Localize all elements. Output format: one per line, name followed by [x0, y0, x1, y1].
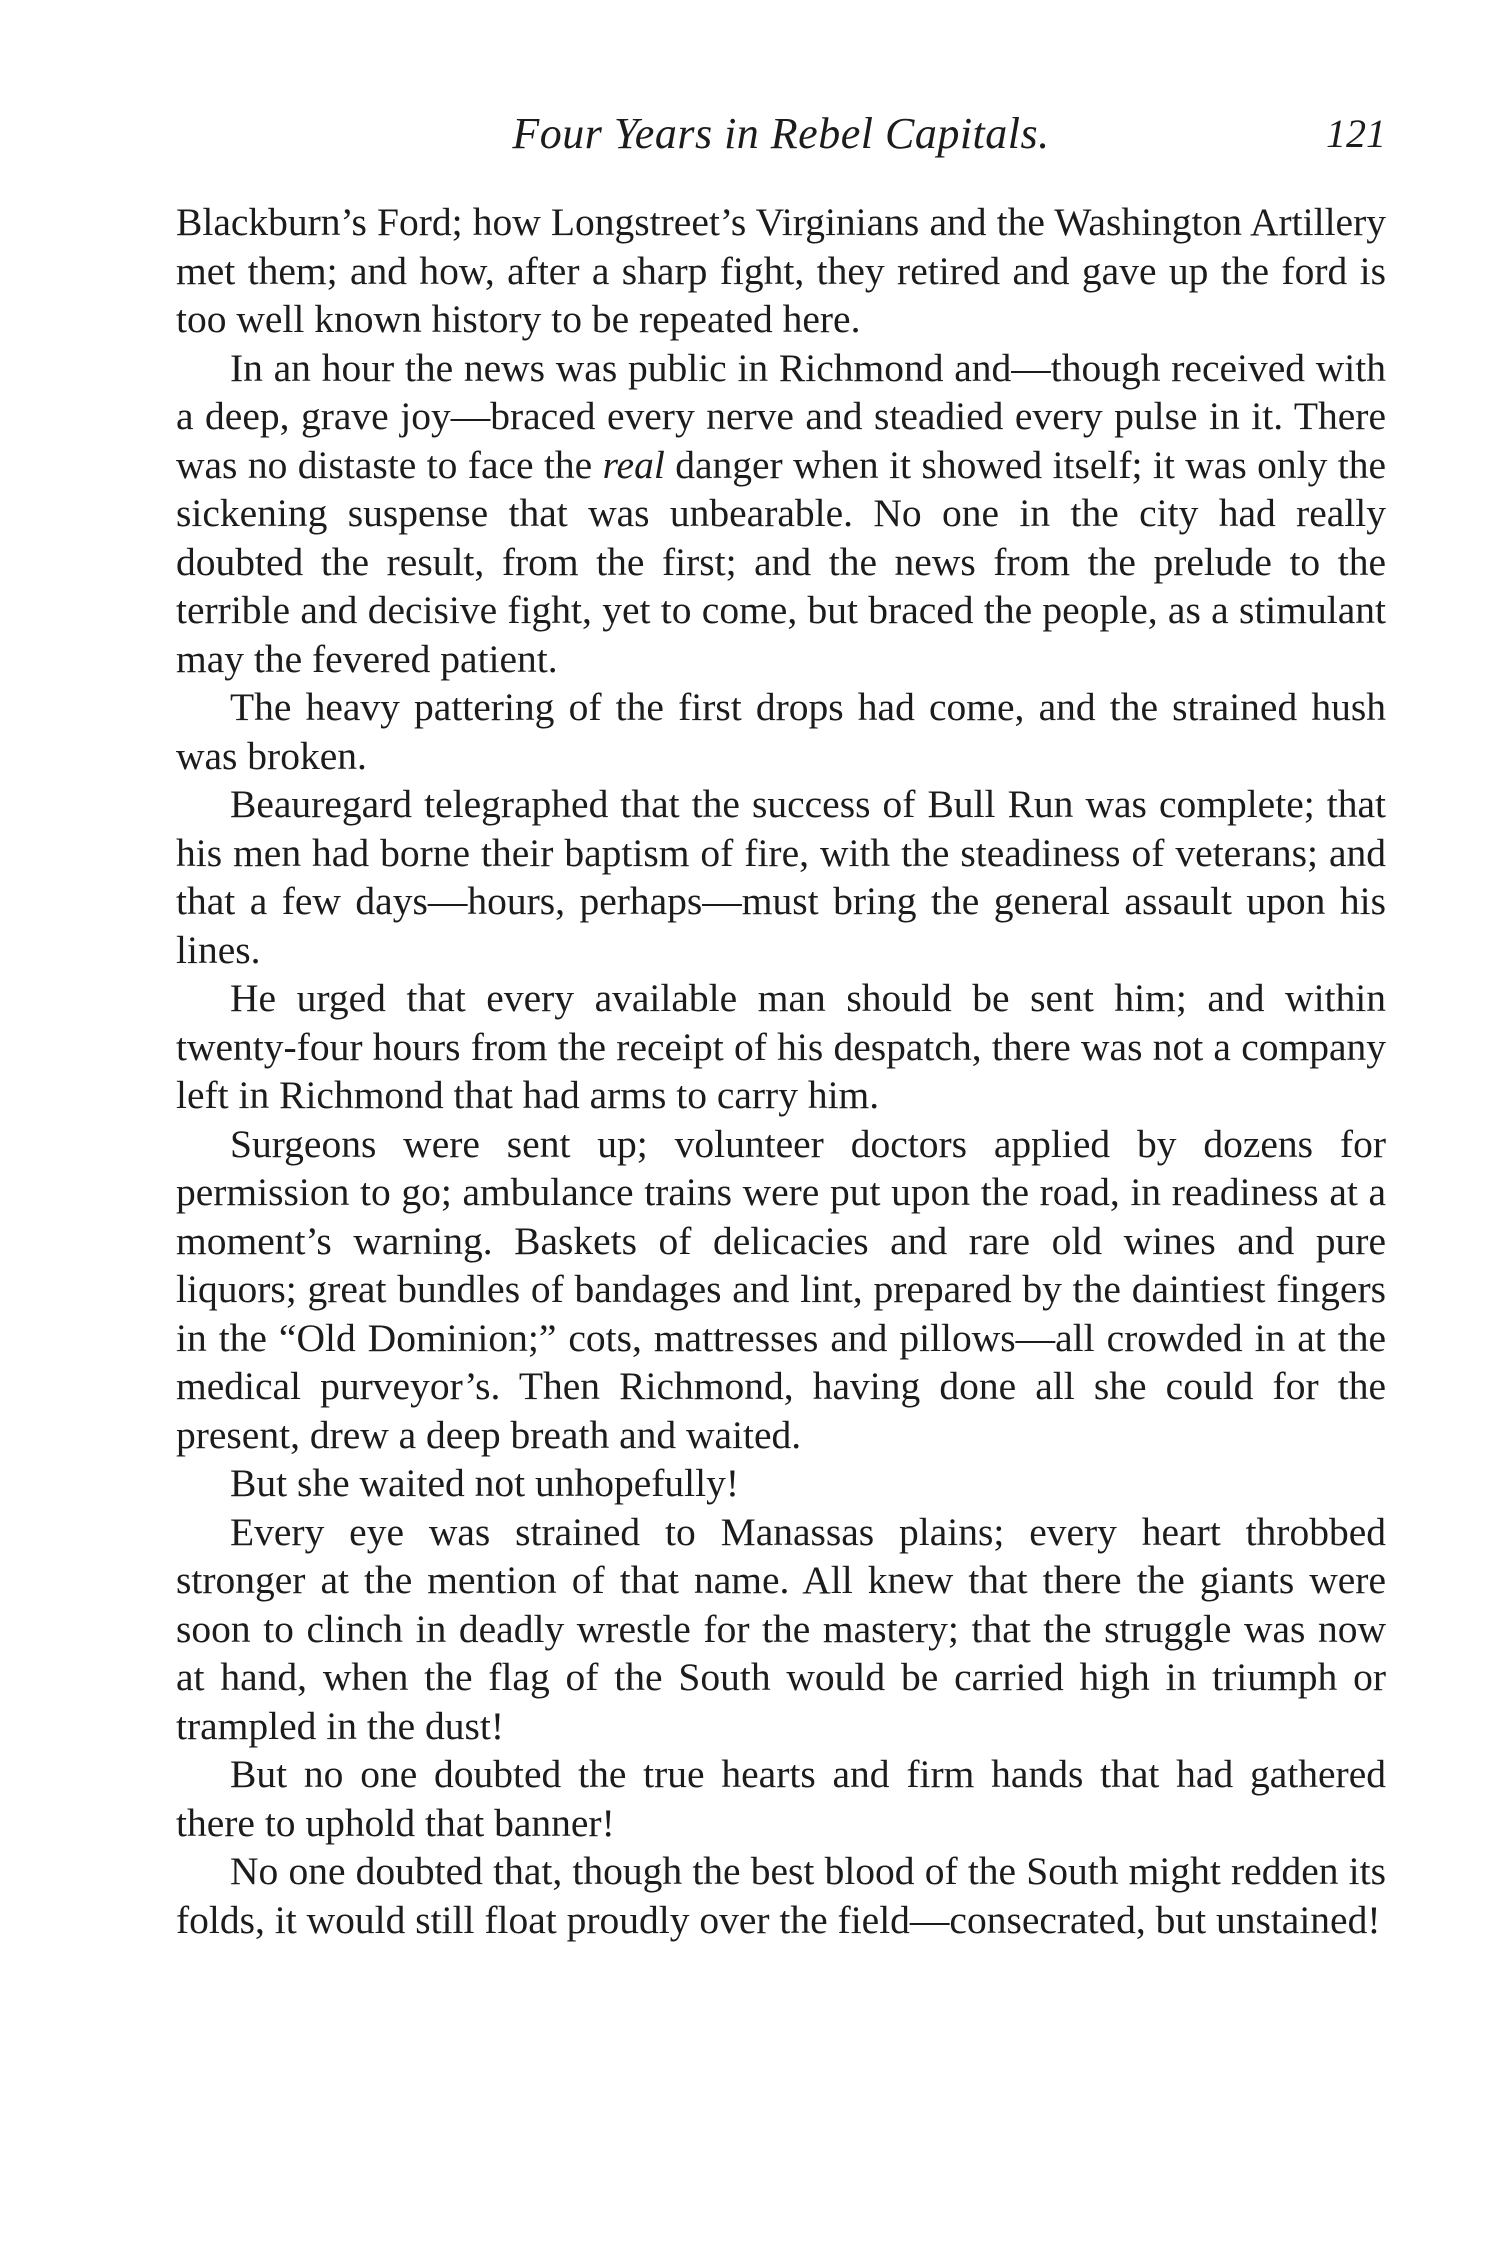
- paragraph-2: [176, 344, 1386, 684]
- running-title: Four Years in Rebel Capitals.: [512, 109, 1050, 158]
- paragraph-8: Every eye was strained to Manassas plains; every heart throbbed stronger at the mention of that name. All knew that there the giants were soon to clinch in deadly wrestle for the mastery; that the struggle was now at hand, when the flag of the South would be carried high in triumph or trampled in the dust!: [176, 1509, 1386, 1748]
- page-number: 121: [1326, 111, 1386, 156]
- paragraph-9: But no one doubted the true hearts and firm hands that had gathered there to uphold that banner!: [176, 1752, 1386, 1845]
- paragraph-10: No one doubted that, though the best blood of the South might redden its folds, it would still float proudly over the field—consecrated, but unstained!: [176, 1849, 1386, 1942]
- paragraph-4: Beauregard telegraphed that the success of Bull Run was complete; that his men had borne their baptism of fire, with the steadiness of veterans; and that a few days—hours, perhaps—must bring the general assault upon his lines.: [176, 782, 1386, 972]
- paragraph-5: He urged that every available man should be sent him; and within twenty-four hours from the receipt of his despatch, there was not a company left in Richmond that had arms to carry him.: [176, 976, 1386, 1117]
- paragraph-6: Surgeons were sent up; volunteer doctors applied by dozens for permission to go; ambulance trains were put upon the road, in readiness at a moment’s warning. Baskets of delicacies and rare old wines and pure liquors; great bundles of bandages and lint, prepared by the daintiest fingers in the “Old Dominion;” cots, mattresses and pillows—all crowded in at the medical purveyor’s. Then Richmond, having done all she could for the present, drew a deep breath and waited.: [176, 1121, 1386, 1457]
- paragraph-2-part-b: danger when it showed itself; it was only the sickening suspense that was unbearable. No one in the city had really doubted the result, from the first; and the news from the prelude to the terrible and decisive fight, yet to come, but braced the people, as a stimulant may the fevered patient.: [176, 442, 1387, 681]
- paragraph-1: Blackburn’s Ford; how Longstreet’s Virginians and the Washington Artillery met them; and how, after a sharp fight, they retired and gave up the ford is too well known history to be repeated here.: [176, 200, 1386, 341]
- body-text: [176, 198, 1386, 1944]
- paragraph-2-part-a: In an hour the news was public in Richmond and—though received with a deep, grave joy—braced every nerve and steadied every pulse in it. There was no distaste to face the: [176, 345, 1386, 487]
- emphasis-real: real: [602, 442, 665, 487]
- paragraph-7: But she waited not unhopefully!: [230, 1461, 740, 1505]
- paragraph-3: The heavy pattering of the first drops had come, and the strained hush was broken.: [176, 685, 1386, 778]
- running-head: [176, 104, 1386, 164]
